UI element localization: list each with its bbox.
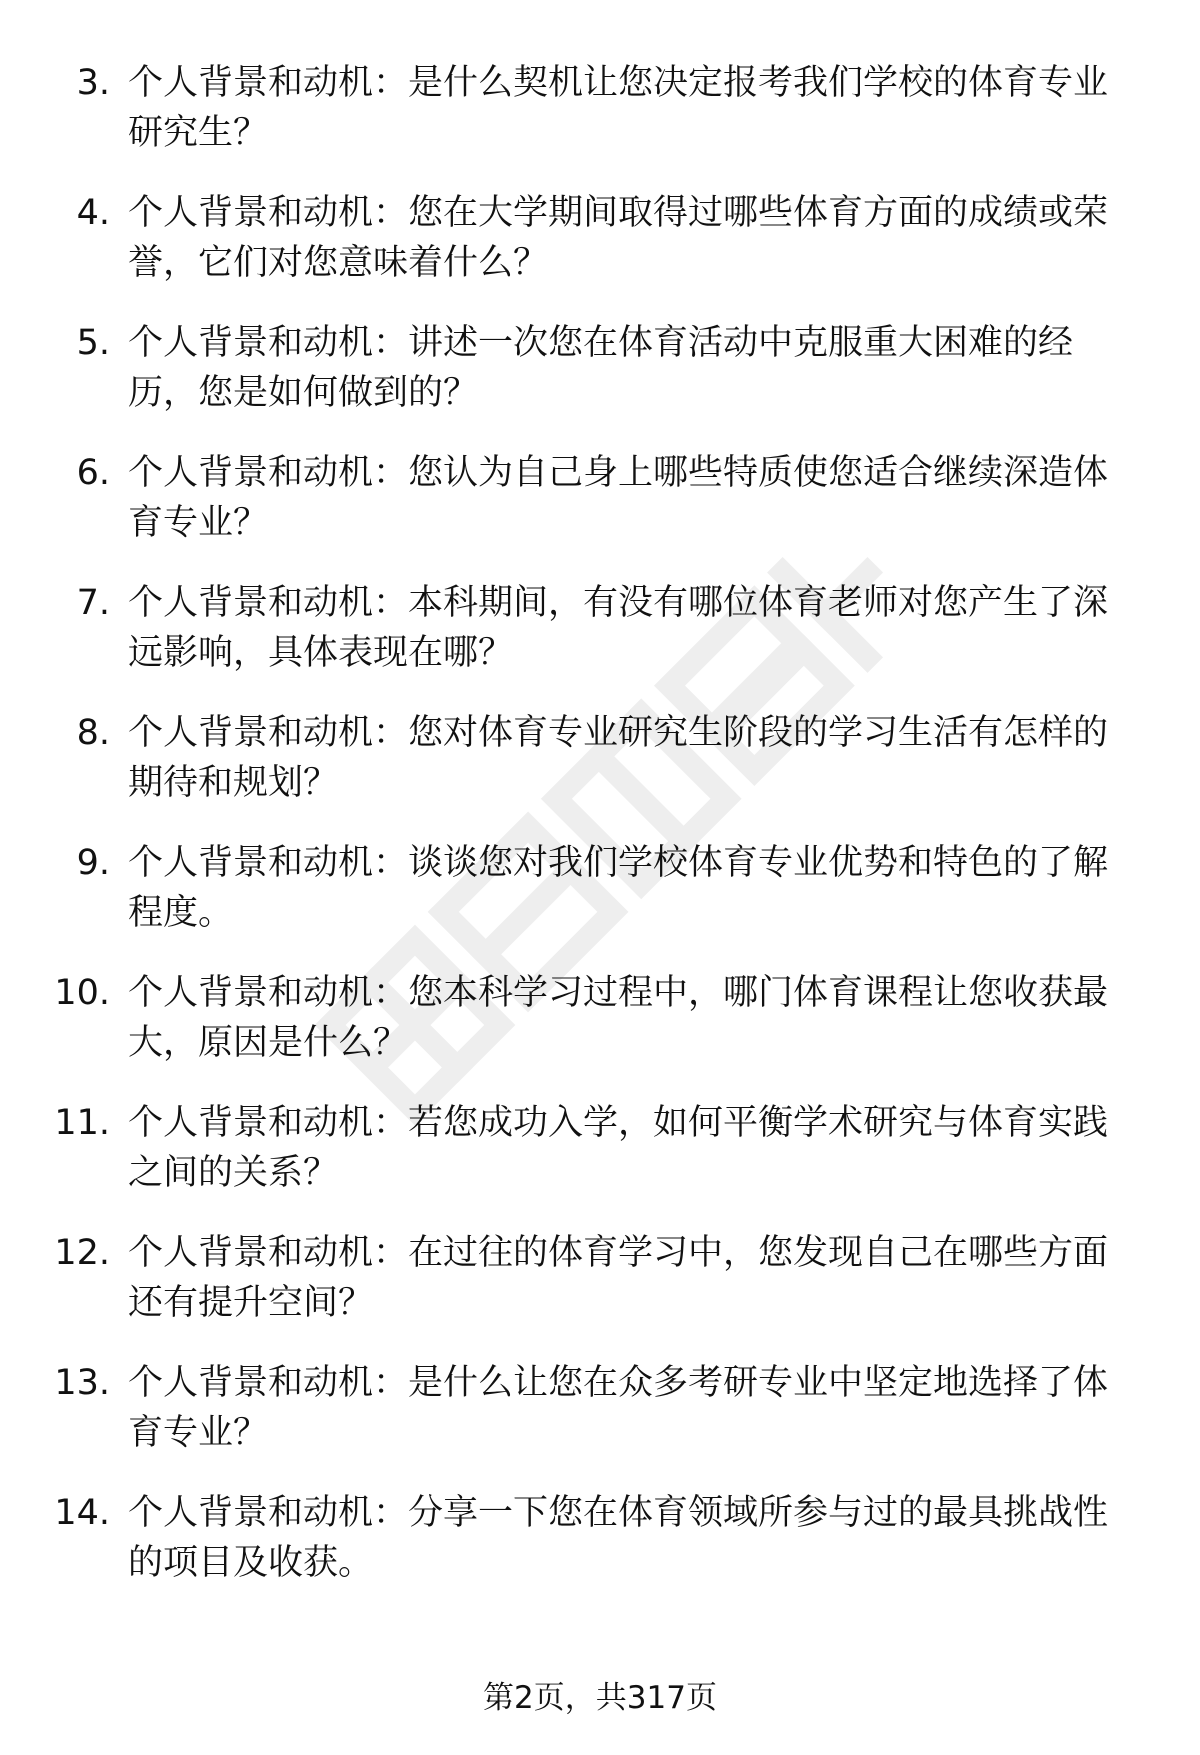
question-item [0,318,1200,448]
question-item [0,188,1200,318]
question-number: 14. [54,1493,110,1533]
question-line: 个人背景和动机：是什么契机让您决定报考我们学校的体育专业 [128,63,1109,103]
question-line: 育专业？ [128,503,269,543]
question-item [0,1358,1200,1488]
question-number: 13. [54,1363,110,1403]
question-line: 个人背景和动机：谈谈您对我们学校体育专业优势和特色的了解 [128,843,1109,883]
question-line: 个人背景和动机：讲述一次您在体育活动中克服重大困难的经 [128,323,1074,363]
question-number: 7. [76,583,110,623]
question-line: 个人背景和动机：在过往的体育学习中，您发现自己在哪些方面 [128,1233,1109,1273]
question-line: 远影响，具体表现在哪？ [128,633,514,673]
question-line: 程度。 [128,893,234,933]
question-number: 11. [54,1103,110,1143]
question-text [128,1488,1148,1588]
question-list [0,58,1200,1618]
question-text [128,318,1148,418]
question-text [128,58,1148,158]
question-line: 个人背景和动机：您对体育专业研究生阶段的学习生活有怎样的 [128,713,1109,753]
question-line: 育专业？ [128,1413,269,1453]
question-text [128,188,1148,288]
question-text [128,968,1148,1068]
question-item [0,838,1200,968]
question-text [128,1098,1148,1198]
question-line: 个人背景和动机：您在大学期间取得过哪些体育方面的成绩或荣 [128,193,1109,233]
question-number: 4. [76,193,110,233]
question-text [128,1358,1148,1458]
question-line: 的项目及收获。 [128,1543,374,1583]
question-line: 期待和规划？ [128,763,339,803]
question-line: 个人背景和动机：您认为自己身上哪些特质使您适合继续深造体 [128,453,1109,493]
question-line: 还有提升空间？ [128,1283,374,1323]
question-number: 5. [76,323,110,363]
question-text [128,708,1148,808]
question-line: 个人背景和动机：若您成功入学，如何平衡学术研究与体育实践 [128,1103,1109,1143]
question-line: 大，原因是什么？ [128,1023,409,1063]
question-item [0,578,1200,708]
question-number: 10. [54,973,110,1013]
question-line: 历，您是如何做到的？ [128,373,479,413]
question-item [0,968,1200,1098]
question-number: 12. [54,1233,110,1273]
question-item [0,58,1200,188]
question-number: 6. [76,453,110,493]
question-item [0,1228,1200,1358]
question-number: 8. [76,713,110,753]
question-item [0,448,1200,578]
question-line: 个人背景和动机：是什么让您在众多考研专业中坚定地选择了体 [128,1363,1109,1403]
question-line: 之间的关系？ [128,1153,339,1193]
question-text [128,1228,1148,1328]
question-line: 誉，它们对您意味着什么？ [128,243,549,283]
question-item [0,708,1200,838]
question-number: 3. [76,63,110,103]
question-item [0,1098,1200,1228]
question-line: 个人背景和动机：分享一下您在体育领域所参与过的最具挑战性 [128,1493,1109,1533]
question-line: 个人背景和动机：您本科学习过程中，哪门体育课程让您收获最 [128,973,1109,1013]
page-number-footer: 第2页，共317页 [483,1680,717,1716]
question-line: 个人背景和动机：本科期间，有没有哪位体育老师对您产生了深 [128,583,1109,623]
question-item [0,1488,1200,1618]
question-line: 研究生？ [128,113,269,153]
question-text [128,448,1148,548]
question-text [128,838,1148,938]
question-number: 9. [76,843,110,883]
question-text [128,578,1148,678]
